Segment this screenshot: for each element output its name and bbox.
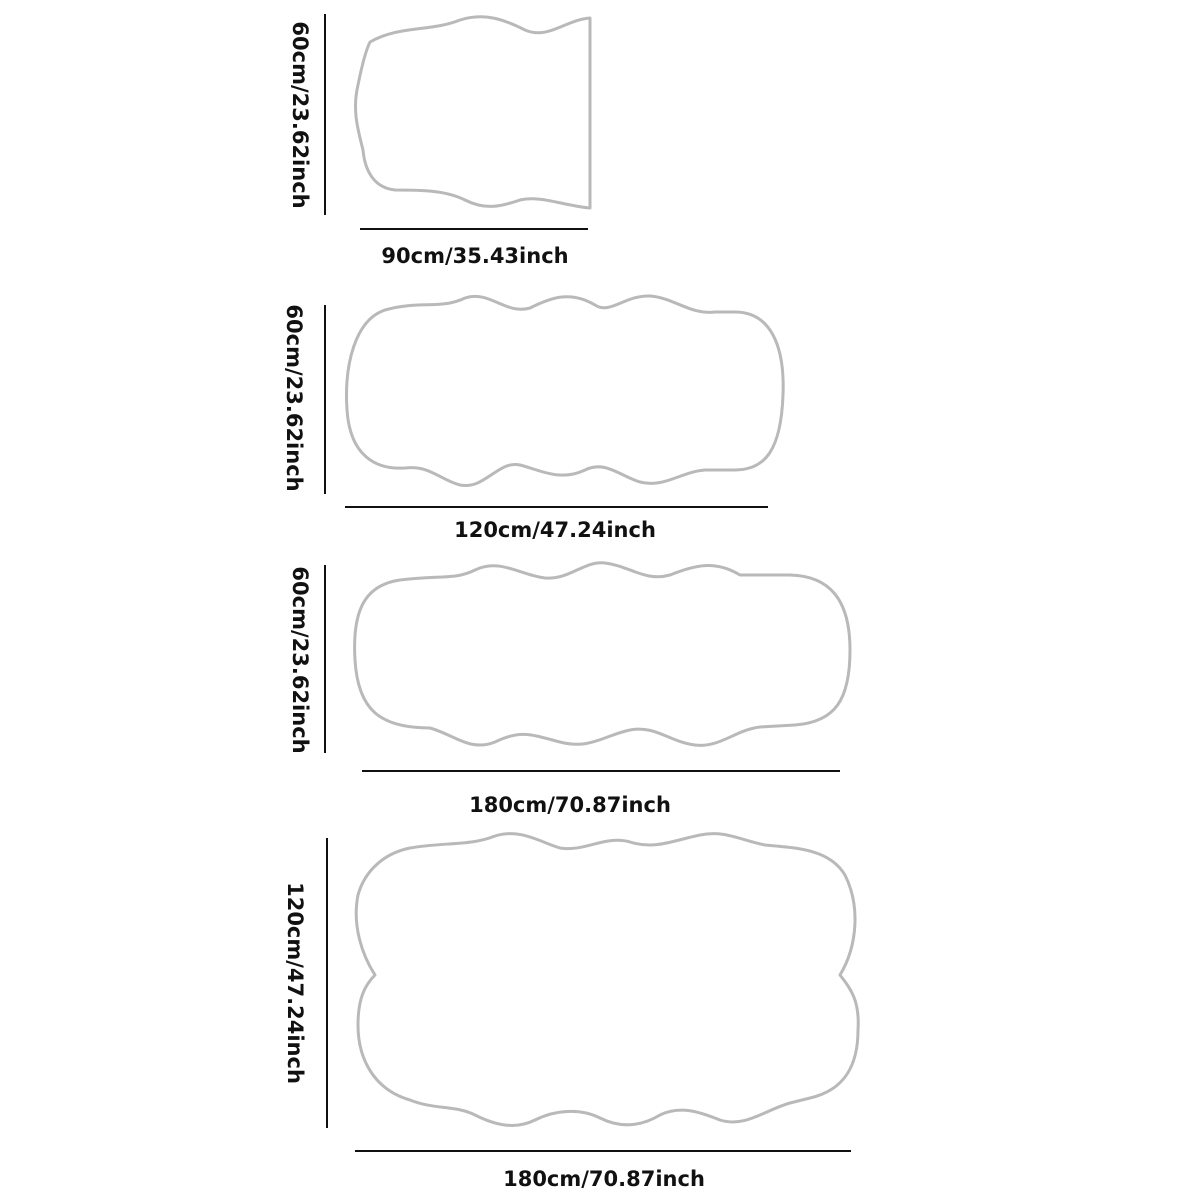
rug-outline-4 <box>356 834 858 1126</box>
rug-diagram-4 <box>283 834 858 1191</box>
width-label-1: 90cm/35.43inch <box>381 244 569 268</box>
width-label-3: 180cm/70.87inch <box>469 793 671 817</box>
height-label-4: 120cm/47.24inch <box>283 882 307 1084</box>
height-label-1: 60cm/23.62inch <box>288 21 312 209</box>
rug-diagram-3 <box>288 563 850 817</box>
rug-diagram-1 <box>288 14 590 268</box>
height-label-3: 60cm/23.62inch <box>288 566 312 754</box>
rug-outline-3 <box>355 563 850 746</box>
rug-diagram-2 <box>282 296 783 542</box>
height-label-2: 60cm/23.62inch <box>282 304 306 492</box>
rug-outline-2 <box>347 296 784 486</box>
width-label-2: 120cm/47.24inch <box>454 518 656 542</box>
rug-outline-1 <box>355 17 590 208</box>
width-label-4: 180cm/70.87inch <box>503 1167 705 1191</box>
